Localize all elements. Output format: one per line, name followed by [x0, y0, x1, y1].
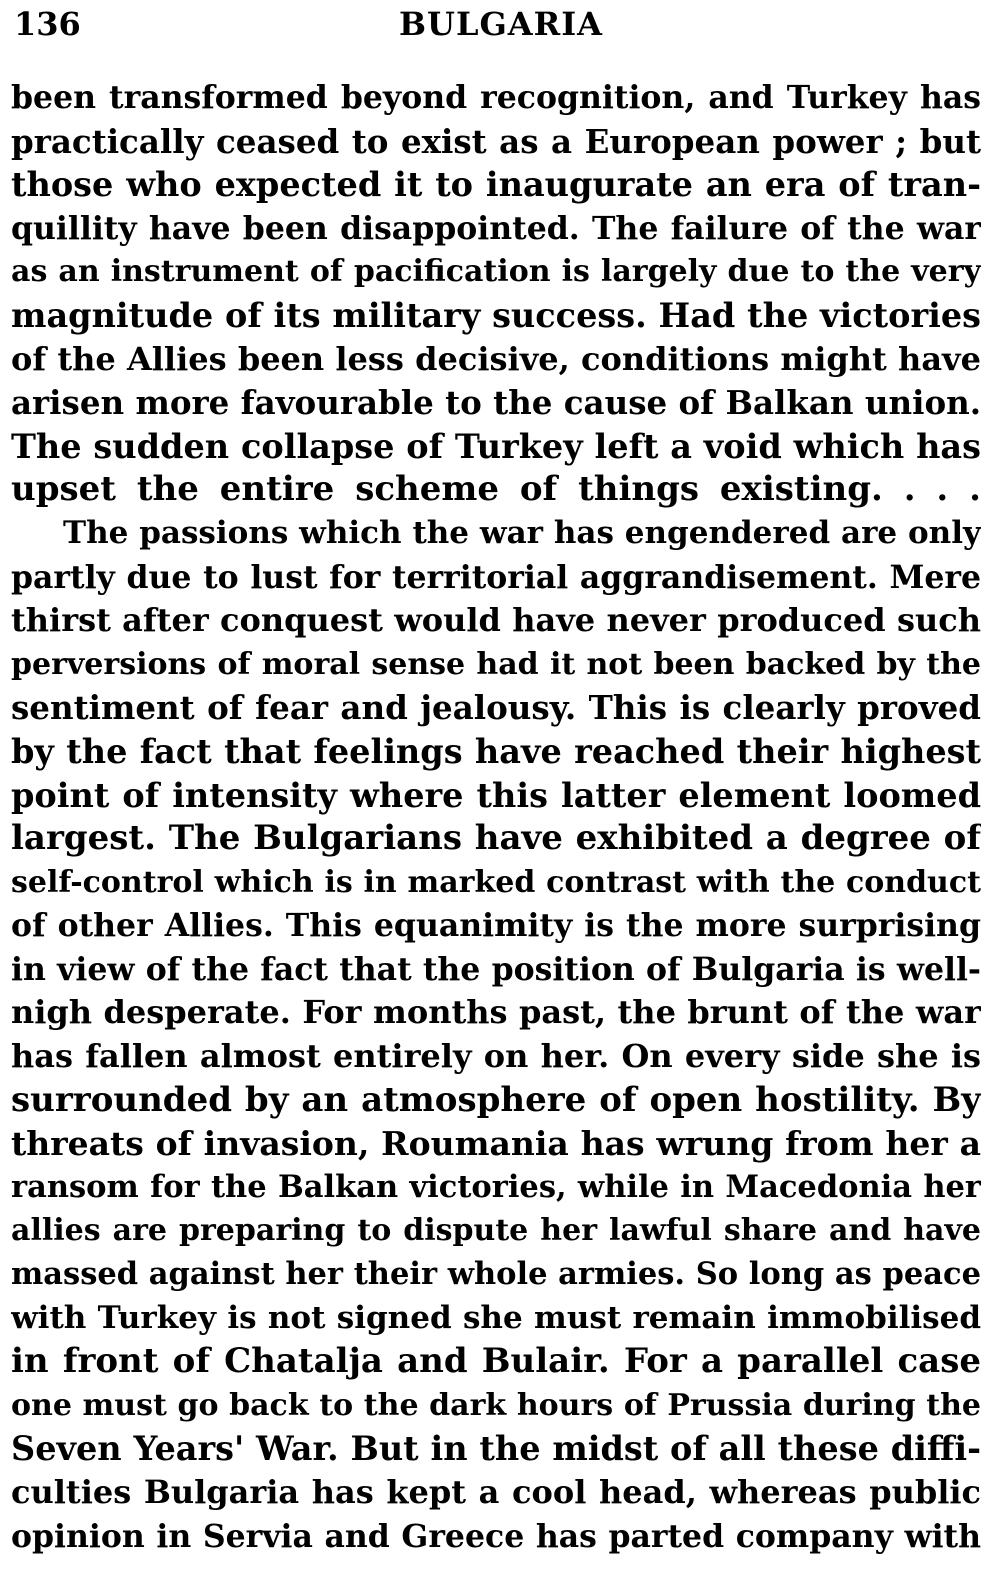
text-line: with Turkey is not signed she must remain immobilised	[11, 1299, 981, 1336]
text-line: culties Bulgaria has kept a cool head, whereas public	[11, 1473, 981, 1511]
text-line: of the Allies been less decisive, conditions might have	[11, 339, 981, 378]
text-line: The sudden collapse of Turkey left a void which has	[11, 426, 981, 466]
text-line: Seven Years' War. But in the midst of all these diffi-	[11, 1429, 981, 1469]
text-line: thirst after conquest would have never produced such	[11, 601, 981, 640]
text-line: sentiment of fear and jealousy. This is clearly proved	[11, 688, 981, 728]
text-line: partly due to lust for territorial aggrandisement. Mere	[11, 558, 981, 596]
text-line: point of intensity where this latter element loomed	[11, 775, 981, 815]
text-line: quillity have been disappointed. The failure of the war	[11, 209, 981, 247]
text-line: upset the entire scheme of things existing. . . .	[11, 469, 981, 510]
text-line: magnitude of its military success. Had the victories	[11, 295, 981, 335]
text-line: in front of Chatalja and Bulair. For a parallel case	[11, 1341, 981, 1382]
text-line: nigh desperate. For months past, the brunt of the war	[11, 993, 981, 1032]
text-line: those who expected it to inaugurate an era of tran-	[11, 165, 981, 205]
text-line: has fallen almost entirely on her. On every side she is	[11, 1037, 981, 1076]
text-line: of other Allies. This equanimity is the more surprising	[11, 907, 981, 945]
body-text	[11, 76, 981, 1558]
paragraph	[11, 76, 981, 512]
text-line: allies are preparing to dispute her lawful share and have	[11, 1213, 981, 1249]
paragraph	[11, 512, 981, 1558]
text-line: one must go back to the dark hours of Prussia during the	[11, 1387, 981, 1423]
text-line: perversions of moral sense had it not been backed by the	[11, 646, 981, 682]
text-line: self-control which is in marked contrast with the conduct	[11, 864, 981, 900]
running-title: BULGARIA	[399, 5, 603, 43]
text-line: arisen more favourable to the cause of Balkan union.	[11, 383, 981, 423]
text-line: threats of invasion, Roumania has wrung from her a	[11, 1124, 981, 1164]
running-header	[14, 2, 980, 46]
text-line: massed against her their whole armies. So long as peace	[11, 1256, 981, 1293]
text-line: largest. The Bulgarians have exhibited a degree of	[11, 818, 981, 859]
text-line: as an instrument of pacification is largely due to the very	[11, 254, 981, 290]
text-line: ransom for the Balkan victories, while in Macedonia her	[11, 1168, 981, 1205]
text-line: been transformed beyond recognition, and Turkey has	[11, 79, 981, 116]
text-line: The passions which the war has engendered are only	[63, 514, 981, 551]
text-line: in view of the fact that the position of Bulgaria is well-	[11, 950, 981, 988]
text-line: opinion in Servia and Greece has parted company with	[11, 1517, 981, 1555]
text-line: surrounded by an atmosphere of open hostility. By	[11, 1079, 981, 1120]
text-line: by the fact that feelings have reached their highest	[11, 731, 981, 771]
text-line: practically ceased to exist as a European power ; but	[11, 121, 981, 161]
page-number: 136	[14, 5, 81, 43]
